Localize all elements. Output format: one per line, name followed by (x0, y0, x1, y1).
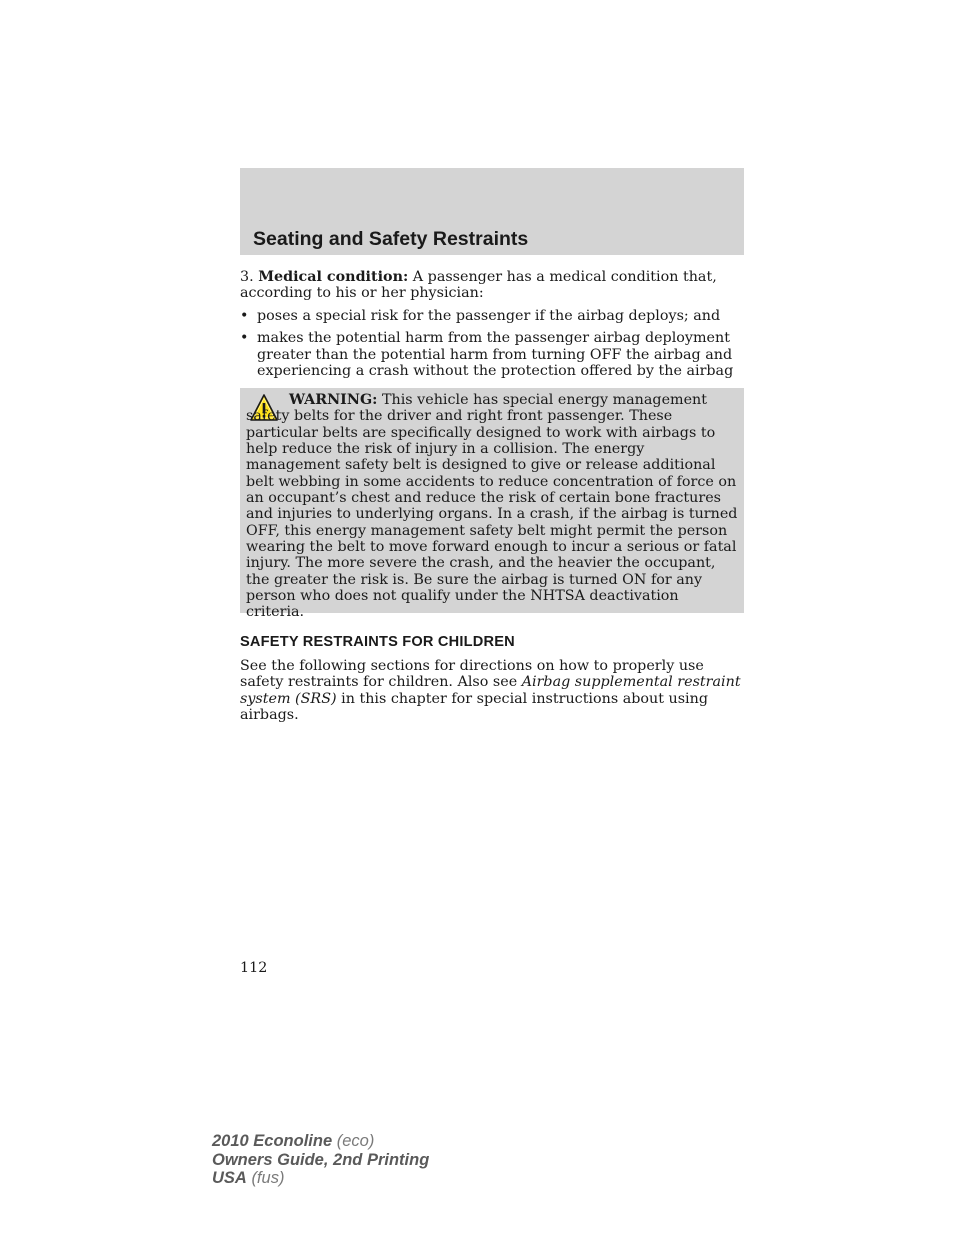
list-item (240, 308, 744, 324)
bullet-icon: • (240, 330, 249, 347)
condition-bullet-list (240, 308, 744, 386)
warning-box (240, 388, 744, 621)
footer-model-code: (eco) (336, 1132, 375, 1150)
list-item-text: makes the potential harm from the passenger airbag deployment greater than the potential harm from turning OFF the airbag and experiencing a crash without the protection offered by the airbag (257, 330, 734, 380)
footer-market-code: (fus) (251, 1169, 285, 1187)
list-item (240, 330, 744, 379)
section-header-band (240, 168, 744, 255)
children-text-before: See the following sections for directions on how to properly use safety restraints for children. Also see (240, 658, 704, 691)
item-number: 3. (240, 269, 254, 285)
children-paragraph (240, 658, 744, 724)
bullet-icon: • (240, 308, 249, 324)
document-footer (212, 1132, 429, 1188)
medical-condition-paragraph (240, 269, 744, 302)
srs-reference-link[interactable]: Airbag supplemental restraint system (SRS) (240, 674, 741, 707)
footer-model: 2010 Econoline (212, 1132, 333, 1150)
warning-text-block (246, 392, 739, 621)
children-text-after: in this chapter for special instructions about using airbags. (240, 690, 708, 724)
medical-condition-text: A passenger has a medical condition that, according to his or her physician: (240, 269, 717, 302)
warning-label: WARNING: (289, 392, 378, 408)
section-title: Seating and Safety Restraints (253, 228, 529, 250)
list-item-text: poses a special risk for the passenger if the airbag deploys; and (257, 308, 721, 324)
footer-market: USA (212, 1169, 247, 1187)
footer-printing: Owners Guide, 2nd Printing (212, 1150, 430, 1169)
warning-body: This vehicle has special energy management safety belts for the driver and right front passenger. These particular belts are specifically designed to work with airbags to help reduce the risk of injury in a collision. The energy management safety belt is designed to give or release additional belt webbing in some accidents to reduce concentration of force on an occupant’s chest and reduce the risk of certain bone fractures and injuries to underlying organs. In a crash, if the airbag is turned OFF, this energy management safety belt might permit the person wearing the belt to move forward enough to incur a serious or fatal injury. The more severe the crash, and the heavier the occupant, the greater the risk is. Be sure the airbag is turned ON for any person who does not qualify under the NHTSA deactivation criteria. (246, 392, 738, 621)
section-heading-children: SAFETY RESTRAINTS FOR CHILDREN (240, 634, 515, 650)
page-number: 112 (240, 960, 268, 976)
medical-condition-label: Medical condition: (258, 269, 409, 285)
